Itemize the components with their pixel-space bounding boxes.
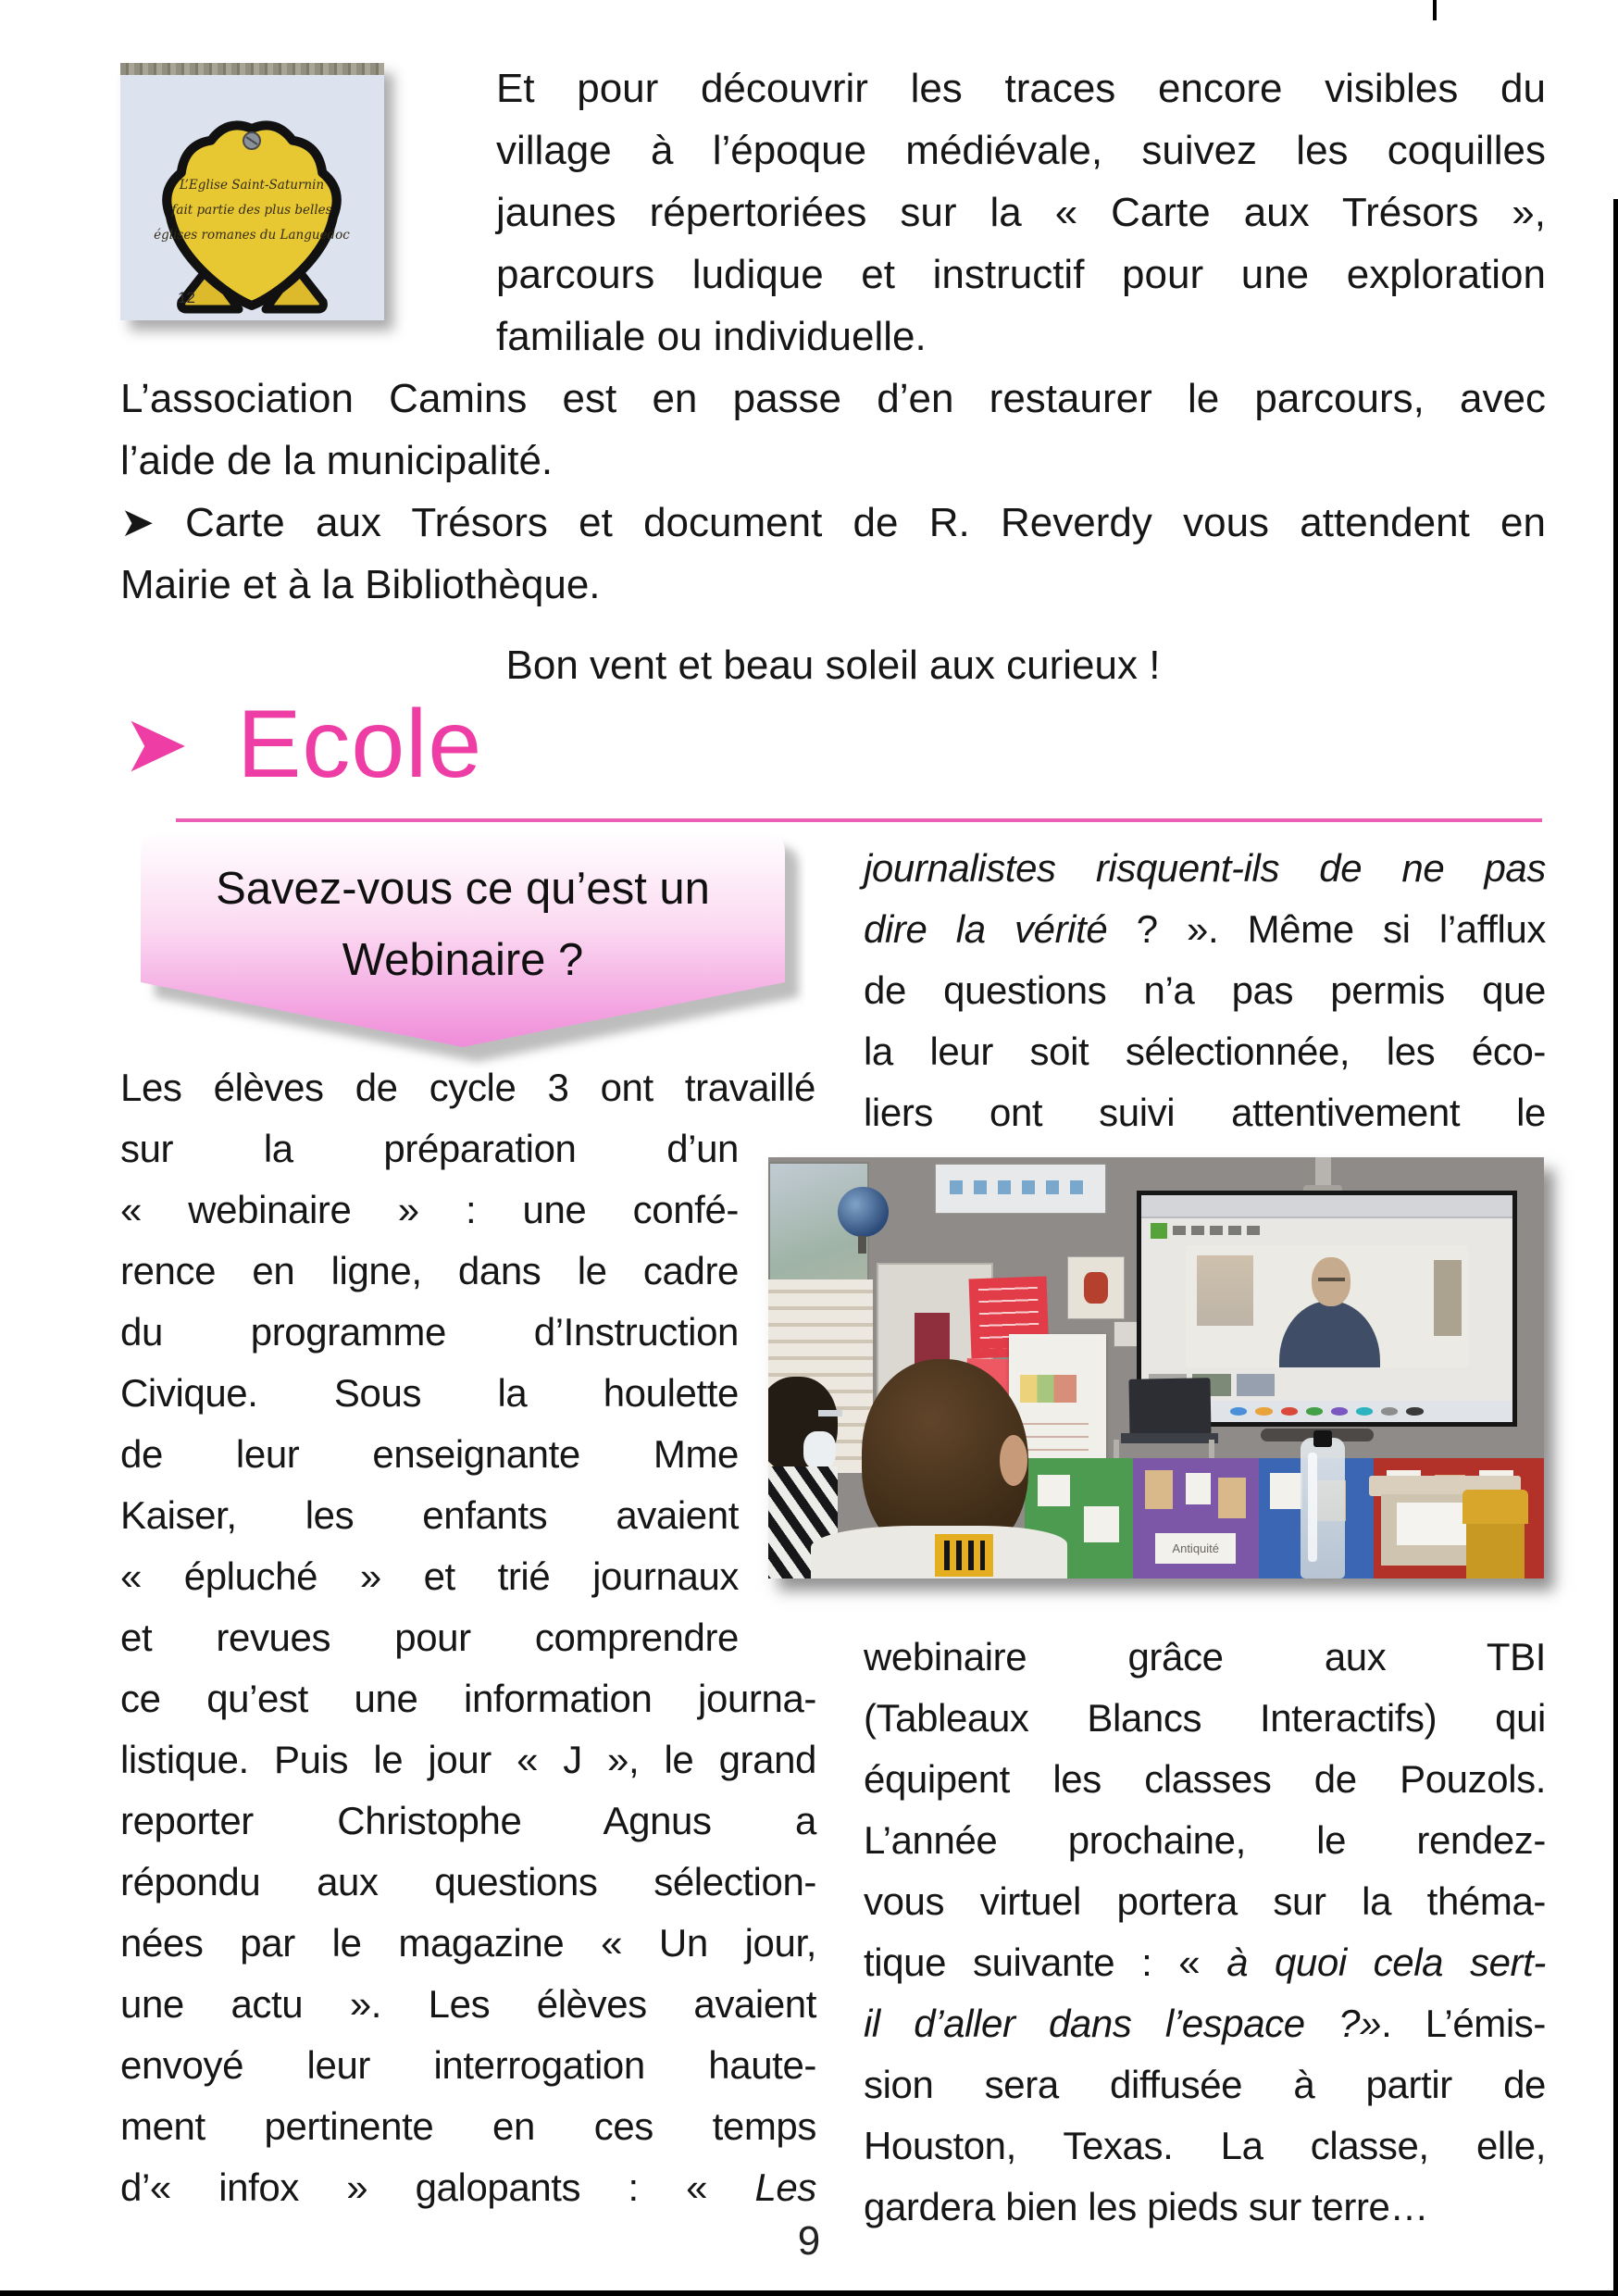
photo-chart-detail (1020, 1375, 1077, 1403)
text-line: Kaiser, les enfants avaient (120, 1493, 739, 1537)
photo-pupil-mask (803, 1431, 836, 1469)
text-line: Webinaire ? (342, 935, 584, 985)
photo-globe (838, 1187, 888, 1238)
text-line: webinaire grâce aux TBI (864, 1635, 1546, 1678)
text-line: « webinaire » : une confé- (120, 1188, 739, 1231)
callout-text (139, 854, 787, 996)
text-line: tique suivante : « à quoi cela sert- (864, 1940, 1546, 1984)
photo-title-text (1173, 1226, 1262, 1235)
photo-globe-stand (858, 1236, 865, 1254)
text-line: et revues pour comprendre (120, 1616, 739, 1659)
photo-card (1038, 1475, 1070, 1506)
text-line: Savez-vous ce qu’est un (216, 864, 710, 914)
photo-water-bottle (1301, 1438, 1346, 1578)
article-right-top-text (864, 838, 1546, 1143)
text-line: vous virtuel portera sur la théma- (864, 1879, 1546, 1923)
photo-desk-card (1397, 1503, 1466, 1545)
text-line: dire la vérité ? ». Même si l’afflux (864, 907, 1546, 951)
photo-top-poster (935, 1164, 1105, 1215)
text-line: rence en ligne, dans le cadre (120, 1249, 739, 1292)
photo-board-label: Antiquité (1155, 1533, 1236, 1565)
photo-card (1084, 1506, 1119, 1542)
text-line: nées par le magazine « Un jour, (120, 1921, 816, 1965)
photo-pupil-glasses (818, 1410, 841, 1416)
text-line: parcours ludique et instructif pour une exploration (496, 252, 1546, 297)
text-line: l’aide de la municipalité. (120, 438, 554, 483)
text-line: Houston, Texas. La classe, elle, (864, 2124, 1546, 2167)
text-line: Civique. Sous la houlette (120, 1371, 739, 1415)
photo-reporter-torso (1279, 1301, 1381, 1368)
photo-green-icon (1151, 1223, 1167, 1239)
photo-video-shelf (1434, 1260, 1462, 1336)
scan-artifact (1433, 0, 1437, 20)
section-title: Ecole (237, 691, 483, 798)
granite-strip (120, 63, 384, 75)
text-line: envoyé leur interrogation haute- (120, 2043, 816, 2087)
article-right-bottom-text (864, 1627, 1546, 2238)
text-line: la leur soit sélectionnée, les éco- (864, 1029, 1546, 1073)
photo-poster-detail (950, 1180, 1091, 1195)
text-line: sur la préparation d’un (120, 1127, 739, 1170)
text-line: jaunes répertoriées sur la « Carte aux Trésors », (496, 190, 1546, 235)
text-line: listique. Puis le jour « J », le grand (120, 1738, 816, 1781)
page-number: 9 (797, 2218, 821, 2264)
photo-video-background (1197, 1255, 1253, 1327)
section-heading (122, 691, 483, 798)
text-line: L’année prochaine, le rendez- (864, 1818, 1546, 1862)
photo-laptop (1128, 1378, 1211, 1436)
text-line: sion sera diffusée à partir de (864, 2063, 1546, 2106)
photo-reporter-head (1312, 1257, 1351, 1306)
callout-banner (139, 830, 805, 1068)
section-rule (176, 818, 1542, 822)
text-line: il d’aller dans l’espace ?». L’émis- (864, 2002, 1546, 2045)
page-border-bottom (0, 2290, 1618, 2296)
text-line: de leur enseignante Mme (120, 1432, 739, 1476)
arrow-bullet-icon: ➤ (122, 700, 190, 789)
photo-bottle-cap (1313, 1430, 1332, 1447)
photo-yellow-badge (935, 1534, 993, 1577)
photo-purple-board (1133, 1458, 1259, 1578)
article-left-text (120, 1057, 816, 2218)
photo-bottle-highlight (1308, 1453, 1317, 1562)
text-line: familiale ou individuelle. (496, 314, 927, 359)
photo-badge-marks (944, 1541, 985, 1570)
photo-card (1145, 1470, 1173, 1508)
article-left-column (120, 1057, 816, 2218)
shell-graphic (120, 76, 384, 318)
shell-sign-photo (120, 63, 384, 320)
text-line: Et pour découvrir les traces encore visibles du (496, 66, 1546, 111)
photo-pupil-ear (1000, 1435, 1027, 1486)
photo-wrap-spacer (815, 1057, 816, 1157)
shell-caption-line: églises romanes du Languedoc (154, 228, 350, 243)
text-line: journalistes risquent-ils de ne pas (864, 846, 1546, 890)
text-line: reporter Christophe Agnus a (120, 1799, 816, 1842)
photo-reporter-glasses (1318, 1278, 1345, 1282)
text-line: L’association Camins est en passe d’en restaurer le parcours, avec (120, 376, 1546, 421)
intro-bullet-paragraph (120, 492, 1546, 616)
photo-video-call (1186, 1245, 1467, 1367)
text-line: une actu ». Les élèves avaient (120, 1982, 816, 2026)
text-line: de questions n’a pas permis que (864, 968, 1546, 1012)
photo-outlet (1114, 1321, 1139, 1346)
shell-caption-line: fait partie des plus belles (171, 203, 332, 218)
shell-caption-line: L’Eglise Saint-Saturnin (179, 178, 325, 193)
text-line: village à l’époque médiévale, suivez les coquilles (496, 128, 1546, 173)
photo-browser-bar (1141, 1195, 1512, 1217)
photo-chair-base (1466, 1524, 1525, 1578)
page-border-right (1613, 199, 1618, 2296)
text-line: Les élèves de cycle 3 ont travaillé (120, 1066, 815, 1109)
photo-small-poster (1067, 1256, 1126, 1319)
photo-card (1270, 1473, 1302, 1509)
text-line: du programme d’Instruction (120, 1310, 739, 1354)
photo-card (1186, 1473, 1211, 1504)
shell-marker-number: 12 (178, 289, 195, 306)
text-line: ment pertinente en ces temps (120, 2104, 816, 2148)
intro-paragraph-2 (120, 368, 1546, 492)
text-line: d’« infox » galopants : « Les (120, 2165, 816, 2209)
photo-yellow-chair (1462, 1490, 1528, 1523)
text-line: équipent les classes de Pouzols. (864, 1757, 1546, 1801)
photo-poster-detail (1084, 1272, 1109, 1303)
text-line: « épluché » et trié journaux (120, 1554, 739, 1598)
photo-thumbnail (1237, 1374, 1275, 1396)
text-line: (Tableaux Blancs Interactifs) qui (864, 1696, 1546, 1740)
text-line: Mairie et à la Bibliothèque. (120, 562, 601, 607)
text-line: liers ont suivi attentivement le (864, 1091, 1546, 1134)
text-line: gardera bien les pieds sur terre… (864, 2185, 1429, 2228)
text-line: ➤ Carte aux Trésors et document de R. Reverdy vous attendent en (120, 500, 1546, 545)
intro-section (120, 57, 1546, 696)
photo-card (1218, 1478, 1246, 1518)
text-line: répondu aux questions sélection- (120, 1860, 816, 1903)
closing-line: Bon vent et beau soleil aux curieux ! (505, 643, 1161, 688)
text-line: ce qu’est une information journa- (120, 1677, 816, 1720)
photo-taskbar-icons (1230, 1407, 1423, 1415)
classroom-photo (768, 1157, 1544, 1578)
